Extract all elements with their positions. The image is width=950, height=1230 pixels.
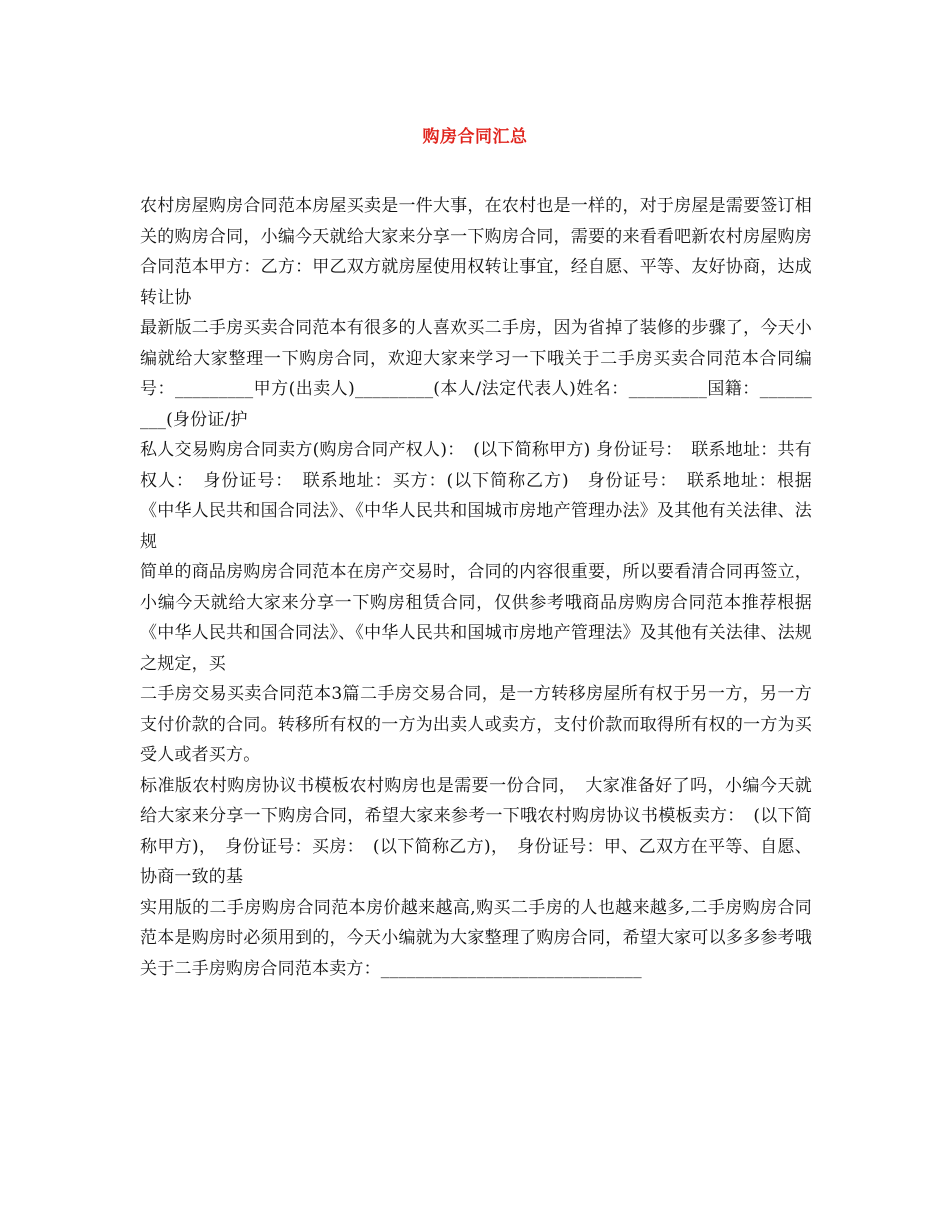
document-body bbox=[140, 191, 812, 984]
paragraph-practical-second-hand-contract: 实用版的二手房购房合同范本房价越来越高,购买二手房的人也越来越多,二手房购房合同范本是购房时必须用到的，今天小编就为大家整理了购房合同，希望大家可以多多参考哦关于二手房购房合同范本卖方：______________________________ bbox=[140, 897, 812, 979]
paragraph-commercial-house-contract: 简单的商品房购房合同范本在房产交易时，合同的内容很重要，所以要看清合同再签立，小编今天就给大家来分享一下购房租赁合同，仅供参考哦商品房购房合同范本推荐根据《中华人民共和国合同法》、《中华人民共和国城市房地产管理法》及其他有关法律、法规之规定，买 bbox=[140, 562, 812, 674]
paragraph-second-hand-trade-contract: 二手房交易买卖合同范本3篇二手房交易合同，是一方转移房屋所有权于另一方，另一方支付价款的合同。转移所有权的一方为出卖人或卖方，支付价款而取得所有权的一方为买受人或者买方。 bbox=[140, 684, 812, 765]
document-title: 购房合同汇总 bbox=[422, 127, 528, 147]
paragraph-rural-purchase-agreement: 标准版农村购房协议书模板农村购房也是需要一份合同， 大家准备好了吗，小编今天就给大家来分享一下购房合同，希望大家来参考一下哦农村购房协议书模板卖方： (以下简称甲方)， 身份证号：买房： (以下简称乙方)， 身份证号：甲、乙双方在平等、自愿、协商一致的基 bbox=[140, 775, 812, 887]
paragraph-second-hand-sale-contract: 最新版二手房买卖合同范本有很多的人喜欢买二手房，因为省掉了装修的步骤了，今天小编就给大家整理一下购房合同，欢迎大家来学习一下哦关于二手房买卖合同范本合同编号：_________甲方(出卖人)_________(本人/法定代表人)姓名：_________国籍：_________(身份证/护 bbox=[140, 318, 812, 430]
paragraph-private-transaction-contract: 私人交易购房合同卖方(购房合同产权人)： (以下简称甲方) 身份证号： 联系地址：共有权人： 身份证号： 联系地址：买方：(以下简称乙方) 身份证号： 联系地址：根据《中华人民共和国合同法》、《中华人民共和国城市房地产管理办法》及其他有关法律、法规 bbox=[140, 440, 812, 552]
paragraph-rural-house-contract: 农村房屋购房合同范本房屋买卖是一件大事，在农村也是一样的，对于房屋是需要签订相关的购房合同，小编今天就给大家来分享一下购房合同，需要的来看看吧新农村房屋购房合同范本甲方：乙方：甲乙双方就房屋使用权转让事宜，经自愿、平等、友好协商，达成转让协 bbox=[140, 196, 812, 308]
